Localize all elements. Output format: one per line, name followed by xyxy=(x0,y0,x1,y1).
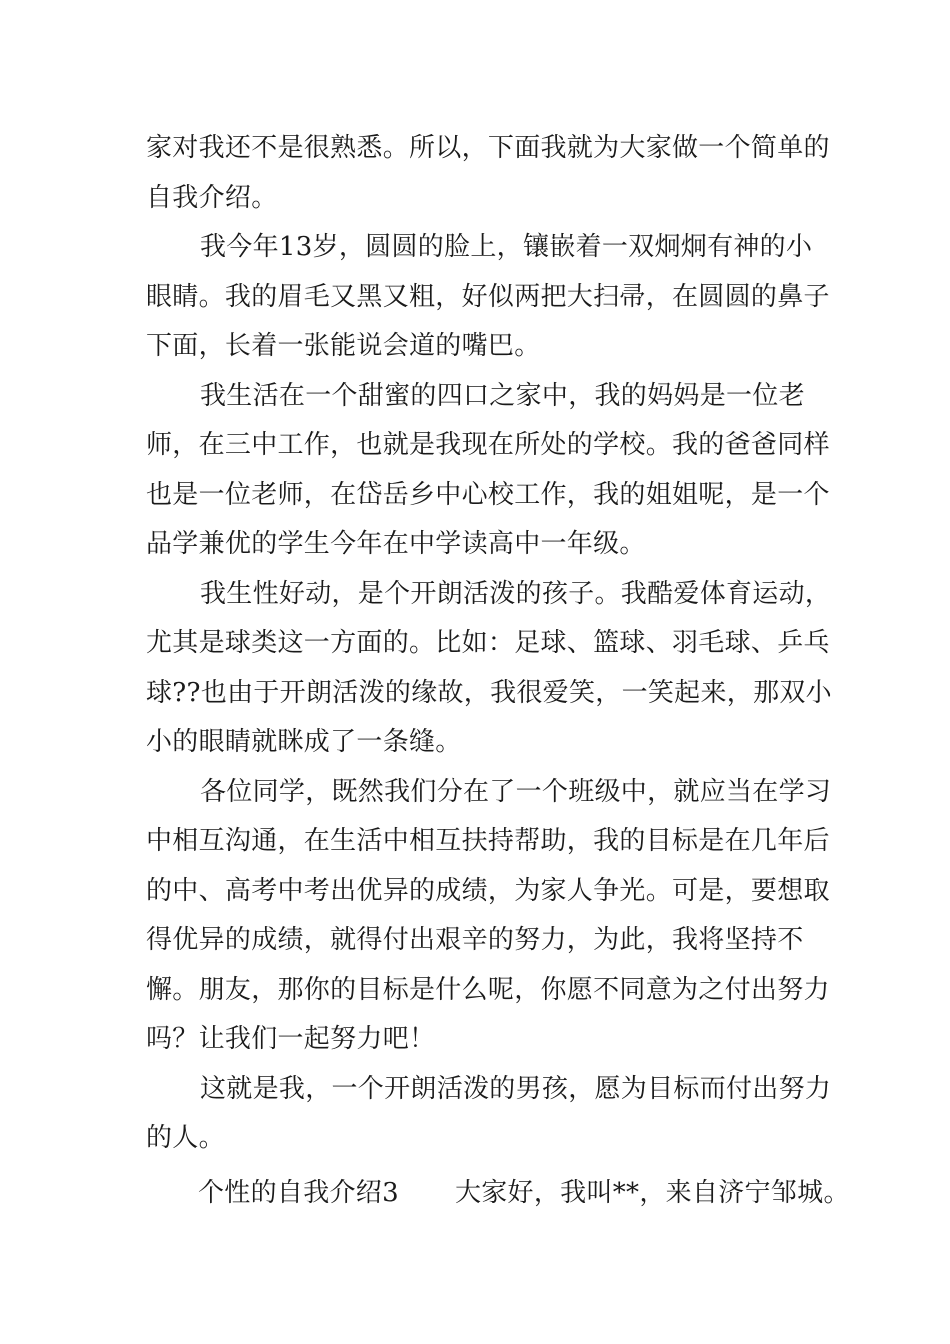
paragraph-5: 各位同学，既然我们分在了一个班级中，就应当在学习中相互沟通，在生活中相互扶持帮助，我的目标是在几年后的中、高考中考出优异的成绩，为家人争光。可是，要想取得优异的成绩，就得付出艰辛的努力，为此，我将坚持不懈。朋友，那你的目标是什么呢，你愿不同意为之付出努力吗？让我们一起努力吧！ xyxy=(146,776,832,1054)
paragraph-1: 家对我还不是很熟悉。所以，下面我就为大家做一个简单的自我介绍。 xyxy=(146,133,830,213)
paragraph-3: 我生活在一个甜蜜的四口之家中，我的妈妈是一位老师，在三中工作，也就是我现在所处的学校。我的爸爸同样也是一位老师，在岱岳乡中心校工作，我的姐姐呢，是一个品学兼优的学生今年在中学读高中一年级。 xyxy=(146,380,830,559)
paragraph-4: 我生性好动，是个开朗活泼的孩子。我酷爱体育运动，尤其是球类这一方面的。比如：足球、篮球、羽毛球、乒乓球??也由于开朗活泼的缘故，我很爱笑，一笑起来，那双小小的眼睛就眯成了一条缝。 xyxy=(146,578,832,757)
paragraph-2: 我今年13岁，圆圆的脸上，镶嵌着一双炯炯有神的小眼睛。我的眉毛又黑又粗，好似两把大扫帚，在圆圆的鼻子下面，长着一张能说会道的嘴巴。 xyxy=(146,232,830,361)
document-body xyxy=(146,124,850,1218)
section-heading-line xyxy=(146,1169,850,1219)
section-first-line: 大家好，我叫**，来自济宁邹城。 xyxy=(454,1177,850,1208)
section-title: 个性的自我介绍3 xyxy=(198,1177,399,1208)
paragraph-6: 这就是我，一个开朗活泼的男孩，愿为目标而付出努力的人。 xyxy=(146,1073,832,1153)
